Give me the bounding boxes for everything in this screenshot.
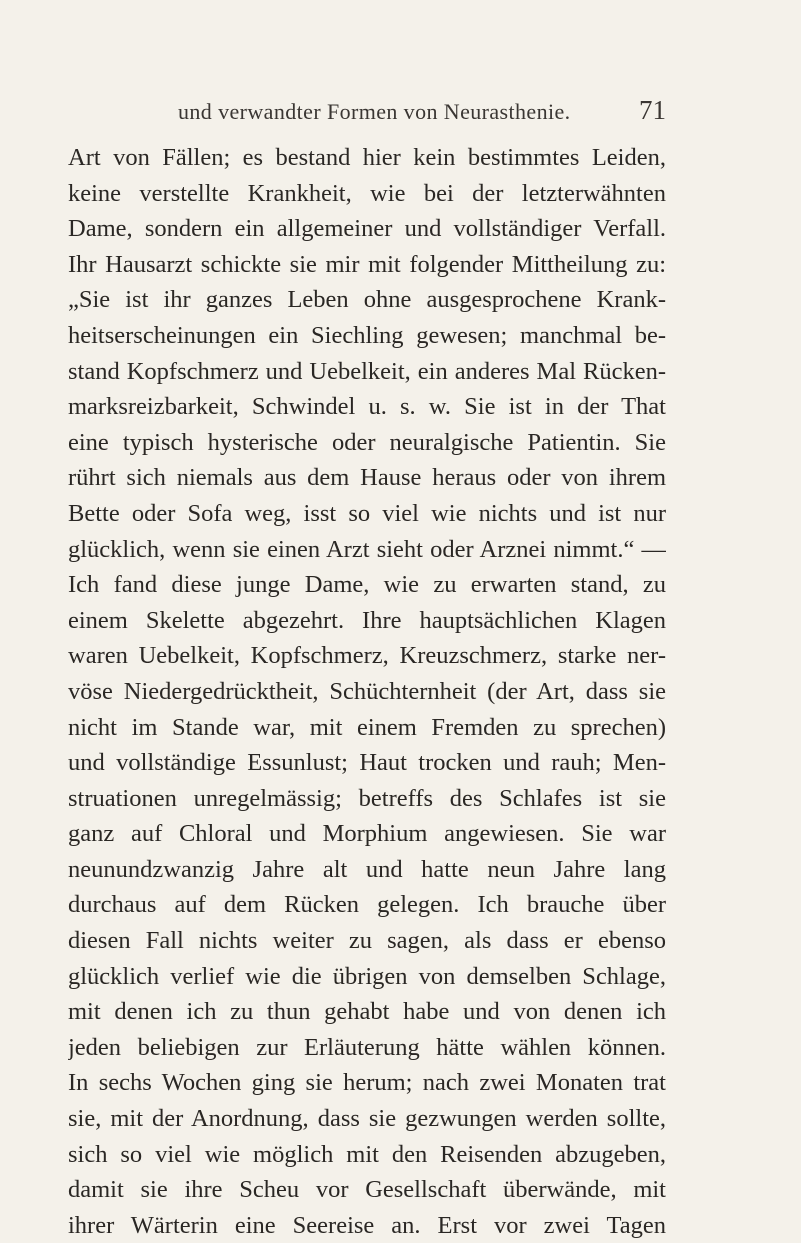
text-line: damit sie ihre Scheu vor Gesellschaft überwände, mit [68,1176,666,1204]
body-text [68,140,666,1243]
text-line: Ihr Hausarzt schickte sie mir mit folgender Mittheilung zu: [68,250,666,278]
text-line: jeden beliebigen zur Erläuterung hätte wählen können. [68,1033,666,1061]
text-line: struationen unregelmässig; betreffs des Schlafes ist sie [68,784,666,812]
text-line: waren Uebelkeit, Kopfschmerz, Kreuzschmerz, starke ner- [68,642,666,670]
text-line: ihrer Wärterin eine Seereise an. Erst vor zwei Tagen [68,1211,666,1239]
text-line: Ich fand diese junge Dame, wie zu erwarten stand, zu [68,571,666,599]
text-line: diesen Fall nichts weiter zu sagen, als dass er ebenso [68,927,666,955]
page-number: 71 [639,95,666,125]
text-line: Art von Fällen; es bestand hier kein bestimmtes Leiden, [68,144,666,171]
text-line: sich so viel wie möglich mit den Reisenden abzugeben, [68,1140,666,1168]
text-line: heitserscheinungen ein Siechling gewesen; manchmal be- [68,321,666,349]
text-line: In sechs Wochen ging sie herum; nach zwei Monaten trat [68,1069,666,1097]
text-line: rührt sich niemals aus dem Hause heraus oder von ihrem [68,464,666,492]
text-line: mit denen ich zu thun gehabt habe und von denen ich [68,998,666,1026]
text-line: Dame, sondern ein allgemeiner und vollständiger Verfall. [68,215,666,243]
text-line: keine verstellte Krankheit, wie bei der letzterwähnten [68,179,666,207]
text-line: Bette oder Sofa weg, isst so viel wie nichts und ist nur [68,499,666,527]
text-line: nicht im Stande war, mit einem Fremden zu sprechen) [68,713,666,741]
text-line: glücklich verlief wie die übrigen von demselben Schlage, [68,962,666,990]
text-line: sie, mit der Anordnung, dass sie gezwungen werden sollte, [68,1105,666,1133]
text-line: vöse Niedergedrücktheit, Schüchternheit (der Art, dass sie [68,677,666,705]
text-line: durchaus auf dem Rücken gelegen. Ich brauche über [68,891,666,919]
text-line: marksreizbarkeit, Schwindel u. s. w. Sie ist in der That [68,393,666,421]
text-line: glücklich, wenn sie einen Arzt sieht oder Arznei nimmt.“ — [68,535,666,563]
text-line: „Sie ist ihr ganzes Leben ohne ausgesprochene Krank- [68,286,666,314]
text-line: neunundzwanzig Jahre alt und hatte neun Jahre lang [68,855,666,883]
running-title: und verwandter Formen von Neurasthenie. [178,99,571,124]
text-line: ganz auf Chloral und Morphium angewiesen. Sie war [68,820,666,848]
text-line: einem Skelette abgezehrt. Ihre hauptsächlichen Klagen [68,606,666,634]
text-line: stand Kopfschmerz und Uebelkeit, ein anderes Mal Rücken- [68,357,666,385]
running-head [68,95,666,129]
text-line: und vollständige Essunlust; Haut trocken und rauh; Men- [68,749,666,777]
text-line: eine typisch hysterische oder neuralgische Patientin. Sie [68,428,666,456]
